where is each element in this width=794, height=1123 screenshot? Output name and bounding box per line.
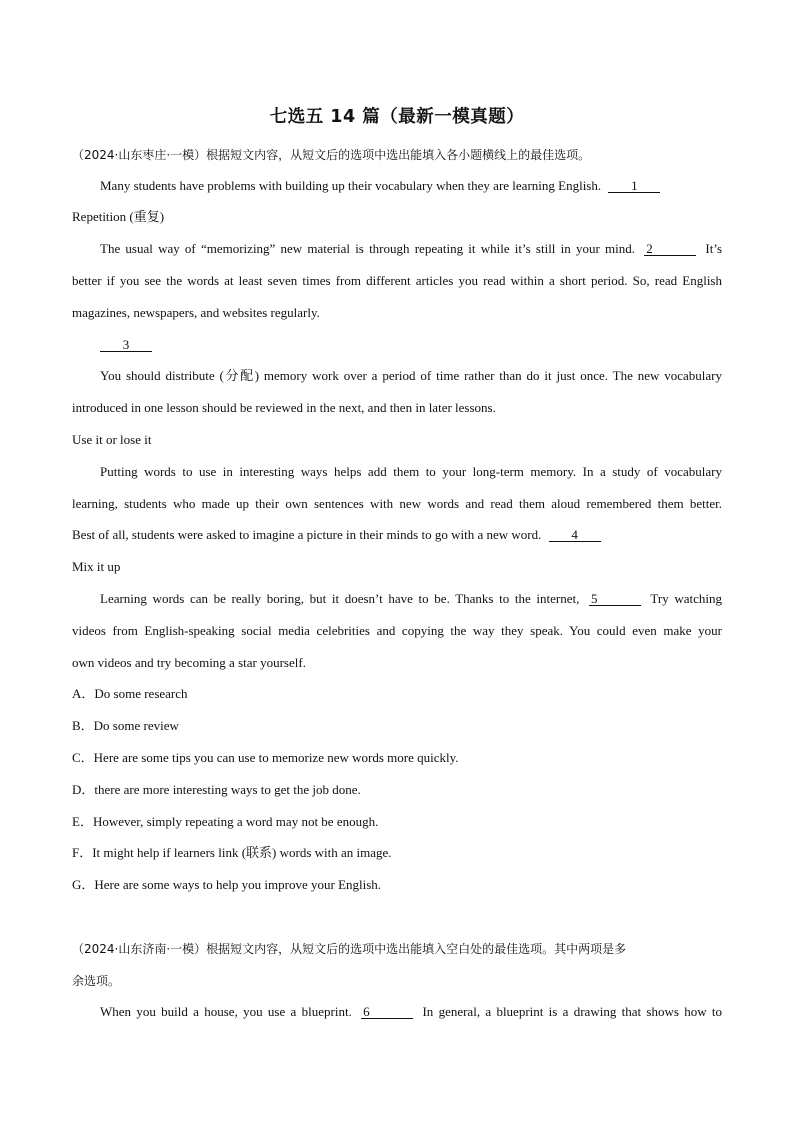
s1-paragraph3-line2: introduced in one lesson should be reviewed in the next, and then in later lessons. <box>72 400 496 415</box>
s1-paragraph2-line1 <box>100 241 722 257</box>
section2-instruction-line2: 余选项。 <box>72 974 121 988</box>
s1-p2-text-a: The usual way of “memorizing” new material is through repeating it while it’s still in your mind. <box>100 241 635 256</box>
answer-blank-6[interactable]: 6 <box>361 1005 413 1019</box>
section1-instruction: （2024·山东枣庄·一模）根据短文内容，从短文后的选项中选出能填入各小题横线上的最佳选项。 <box>72 148 591 162</box>
option-c: C．Here are some tips you can use to memorize new words more quickly. <box>72 750 459 765</box>
option-e: E．However, simply repeating a word may not be enough. <box>72 814 379 829</box>
s1-p4-text: Best of all, students were asked to imagine a picture in their minds to go with a new word. <box>72 527 542 542</box>
s1-blank3-line <box>100 337 722 353</box>
option-f: F．It might help if learners link (联系) words with an image. <box>72 845 392 860</box>
s1-p1-text: Many students have problems with building up their vocabulary when they are learning English. <box>100 178 602 193</box>
option-a: A．Do some research <box>72 686 188 701</box>
s1-p5-text-a: Learning words can be really boring, but it doesn’t have to be. Thanks to the internet, <box>100 591 580 606</box>
s1-paragraph5-line3: own videos and try becoming a star yourself. <box>72 655 306 670</box>
s1-p2-text-b: It’s <box>705 241 723 256</box>
option-g: G．Here are some ways to help you improve your English. <box>72 877 382 892</box>
answer-blank-2[interactable]: 2 <box>644 242 696 256</box>
s1-paragraph4-line1: Putting words to use in interesting ways helps add them to your long-term memory. In a study of vocabulary <box>100 464 722 479</box>
answer-blank-5[interactable]: 5 <box>589 592 641 606</box>
s1-paragraph4-line3 <box>72 527 722 543</box>
s1-heading-repetition: Repetition (重复) <box>72 209 165 224</box>
page-title: 七选五 14 篇（最新一模真题） <box>269 107 525 127</box>
s1-paragraph1 <box>100 178 722 194</box>
s1-paragraph2-line3: magazines, newspapers, and websites regularly. <box>72 305 320 320</box>
s2-paragraph1-line1 <box>100 1004 722 1020</box>
answer-blank-4[interactable]: 4 <box>549 528 601 542</box>
s2-p1-text-a: When you build a house, you use a blueprint. <box>100 1004 352 1019</box>
option-d: D．there are more interesting ways to get the job done. <box>72 782 361 797</box>
s1-heading-use-it: Use it or lose it <box>72 432 152 447</box>
s1-paragraph5-line2: videos from English-speaking social media celebrities and copying the way they speak. You could even make your <box>72 623 722 638</box>
s1-paragraph3-line1: You should distribute (分配) memory work over a period of time rather than do it just once. The new vocabulary <box>100 368 722 383</box>
s1-heading-mix-it-up: Mix it up <box>72 559 121 574</box>
answer-blank-1[interactable]: 1 <box>608 179 660 193</box>
option-b: B．Do some review <box>72 718 179 733</box>
s1-p5-text-b: Try watching <box>650 591 723 606</box>
s1-paragraph2-line2: better if you see the words at least seven times from different articles you read within a short period. So, read English <box>72 273 722 288</box>
section2-instruction-line1: （2024·山东济南·一模）根据短文内容，从短文后的选项中选出能填入空白处的最佳选项。其中两项是多 <box>72 942 627 956</box>
answer-blank-3[interactable]: 3 <box>100 338 152 352</box>
s1-paragraph5-line1 <box>100 591 722 607</box>
s2-p1-text-b: In general, a blueprint is a drawing that shows how to <box>422 1004 723 1019</box>
s1-paragraph4-line2: learning, students who made up their own sentences with new words and read them aloud remembered them better. <box>72 496 722 511</box>
